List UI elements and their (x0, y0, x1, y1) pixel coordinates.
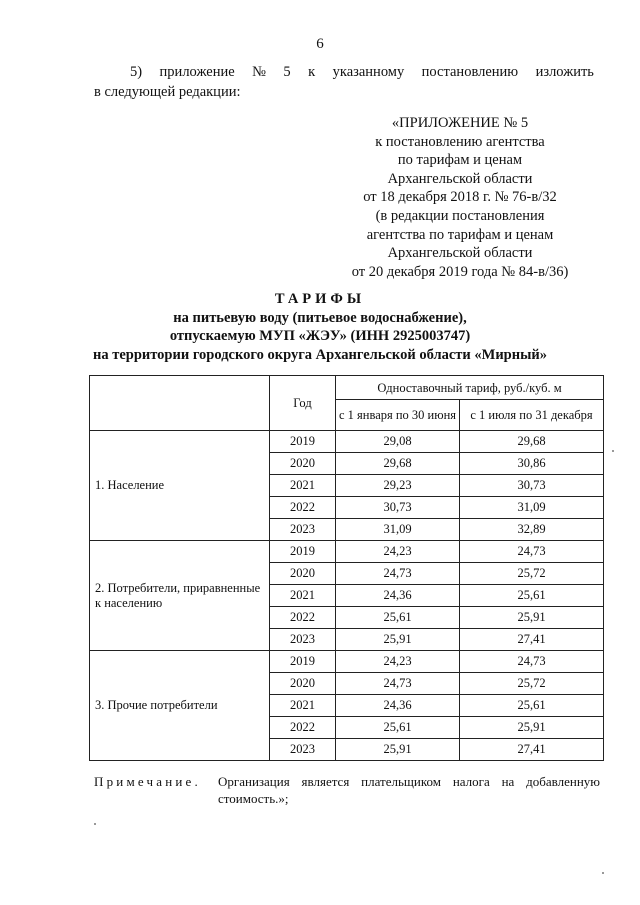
tariff-h1-cell: 29,08 (336, 431, 460, 453)
year-cell: 2020 (270, 563, 336, 585)
year-cell: 2020 (270, 673, 336, 695)
tariff-h2-cell: 25,61 (460, 585, 604, 607)
appendix-line: от 20 декабря 2019 года № 84-в/36) (351, 263, 569, 280)
category-cell: 2. Потребители, приравненные к населению (90, 541, 270, 651)
tariff-h2-cell: 25,72 (460, 673, 604, 695)
tariff-h2-cell: 30,86 (460, 453, 604, 475)
appendix-line: агентства по тарифам и ценам (366, 226, 554, 243)
header-period-1: с 1 января по 30 июня (336, 400, 460, 431)
tariff-table (89, 375, 604, 761)
year-cell: 2023 (270, 629, 336, 651)
year-cell: 2021 (270, 695, 336, 717)
intro-word: постановлению (421, 64, 519, 80)
title-line: на территории городского округа Архангельской области «Мирный» (92, 346, 548, 363)
intro-word: изложить (535, 64, 594, 80)
tariff-h2-cell: 27,41 (460, 739, 604, 761)
year-cell: 2020 (270, 453, 336, 475)
note-text-line-2: стоимость.»; (218, 791, 289, 806)
intro-paragraph (94, 62, 594, 102)
intro-word: 5) (130, 64, 143, 80)
appendix-line: (в редакции постановления (375, 207, 545, 224)
note-text-line-1: Организация является плательщиком налога на добавленную (218, 774, 600, 789)
appendix-line: по тарифам и ценам (397, 152, 523, 169)
year-cell: 2022 (270, 497, 336, 519)
tariff-h1-cell: 30,73 (336, 497, 460, 519)
intro-word: 5 (283, 64, 291, 80)
year-cell: 2022 (270, 607, 336, 629)
title-line: на питьевую воду (питьевое водоснабжение), (173, 309, 467, 326)
tariff-h1-cell: 24,73 (336, 673, 460, 695)
tariff-h1-cell: 24,36 (336, 585, 460, 607)
scan-speck (602, 872, 604, 874)
tariff-h2-cell: 25,91 (460, 607, 604, 629)
appendix-line: от 18 декабря 2018 г. № 76-в/32 (363, 189, 557, 206)
scan-speck (94, 823, 96, 825)
tariff-h1-cell: 25,61 (336, 717, 460, 739)
intro-word: указанному (332, 64, 405, 80)
appendix-line: Архангельской области (387, 245, 533, 262)
header-period-2: с 1 июля по 31 декабря (460, 400, 604, 431)
tariff-h2-cell: 25,72 (460, 563, 604, 585)
tariff-h2-cell: 27,41 (460, 629, 604, 651)
intro-word: № (252, 64, 266, 80)
document-title (0, 290, 640, 364)
intro-line-2: в следующей редакции: (94, 84, 241, 100)
title-line: отпускаемую МУП «ЖЭУ» (ИНН 2925003747) (169, 328, 471, 344)
appendix-line: Архангельской области (387, 170, 533, 187)
year-cell: 2023 (270, 739, 336, 761)
tariff-h2-cell: 24,73 (460, 541, 604, 563)
tariff-h1-cell: 24,36 (336, 695, 460, 717)
tariff-h1-cell: 25,91 (336, 629, 460, 651)
page-number: 6 (316, 36, 324, 52)
year-cell: 2021 (270, 585, 336, 607)
intro-word: к (308, 64, 316, 80)
intro-line-1 (94, 62, 594, 82)
tariff-h2-cell: 25,61 (460, 695, 604, 717)
tariff-h1-cell: 31,09 (336, 519, 460, 541)
category-cell: 1. Население (90, 431, 270, 541)
year-cell: 2022 (270, 717, 336, 739)
tariff-h1-cell: 24,23 (336, 541, 460, 563)
table-row (90, 541, 604, 563)
appendix-line: «ПРИЛОЖЕНИЕ № 5 (391, 115, 529, 131)
year-cell: 2021 (270, 475, 336, 497)
tariff-h1-cell: 25,91 (336, 739, 460, 761)
tariff-h1-cell: 24,23 (336, 651, 460, 673)
year-cell: 2023 (270, 519, 336, 541)
year-cell: 2019 (270, 431, 336, 453)
header-tariff: Одноставочный тариф, руб./куб. м (336, 376, 604, 400)
table-row (90, 431, 604, 453)
tariff-h2-cell: 32,89 (460, 519, 604, 541)
tariff-h2-cell: 25,91 (460, 717, 604, 739)
tariff-h1-cell: 29,68 (336, 453, 460, 475)
tariff-h1-cell: 29,23 (336, 475, 460, 497)
tariff-h1-cell: 25,61 (336, 607, 460, 629)
year-cell: 2019 (270, 541, 336, 563)
header-category (90, 376, 270, 431)
appendix-line: к постановлению агентства (375, 133, 545, 150)
intro-word: приложение (159, 64, 235, 80)
category-cell: 3. Прочие потребители (90, 651, 270, 761)
header-year: Год (270, 376, 336, 431)
note-label: Примечание. (94, 774, 201, 789)
tariff-h2-cell: 31,09 (460, 497, 604, 519)
year-cell: 2019 (270, 651, 336, 673)
tariff-h2-cell: 29,68 (460, 431, 604, 453)
appendix-heading (330, 114, 590, 281)
tariff-h1-cell: 24,73 (336, 563, 460, 585)
tariff-h2-cell: 30,73 (460, 475, 604, 497)
title-line: ТАРИФЫ (274, 291, 366, 307)
tariff-h2-cell: 24,73 (460, 651, 604, 673)
table-row (90, 651, 604, 673)
scan-speck (612, 450, 614, 452)
